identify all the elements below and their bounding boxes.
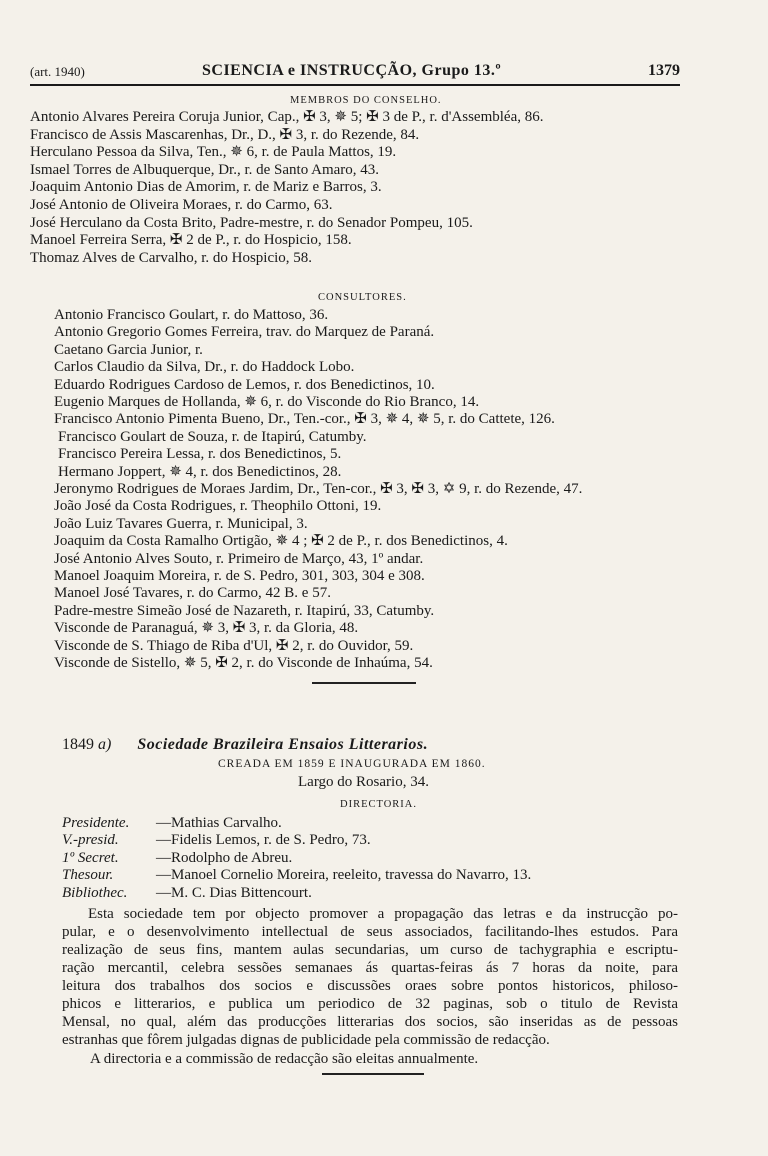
- consultor-entry: Francisco Antonio Pimenta Bueno, Dr., Ten.-cor., ✠ 3, ✵ 4, ✵ 5, r. do Cattete, 126.: [54, 411, 555, 428]
- page-number: 1379: [648, 62, 680, 79]
- member-entry: Antonio Alvares Pereira Coruja Junior, Cap., ✠ 3, ✵ 5; ✠ 3 de P., r. d'Assembléa, 86.: [30, 109, 544, 125]
- paragraph-line: realização de seus fins, mantem aulas secundarias, um curso de tachygraphia e escriptu-: [62, 942, 678, 958]
- article-reference: (art. 1940): [30, 64, 85, 79]
- directoria-role: Thesour.: [62, 867, 114, 884]
- member-entry: Herculano Pessoa da Silva, Ten., ✵ 6, r. de Paula Mattos, 19.: [30, 144, 397, 161]
- consultores-heading: CONSULTORES.: [318, 292, 407, 303]
- consultor-entry: Padre-mestre Simeão José de Nazareth, r. Itapirú, 33, Catumby.: [54, 602, 435, 619]
- member-entry: Joaquim Antonio Dias de Amorim, r. de Mariz e Barros, 3.: [30, 179, 382, 196]
- directoria-role: 1º Secret.: [62, 849, 119, 866]
- members-heading: MEMBROS DO CONSELHO.: [290, 95, 442, 106]
- consultor-entry: Jeronymo Rodrigues de Moraes Jardim, Dr., Ten-cor., ✠ 3, ✠ 3, ✡ 9, r. do Rezende, 47.: [54, 481, 583, 497]
- consultor-entry: Visconde de Paranaguá, ✵ 3, ✠ 3, r. da Gloria, 48.: [54, 620, 359, 637]
- directoria-member: —Manoel Cornelio Moreira, reeleito, travessa do Navarro, 13.: [156, 867, 532, 884]
- entry-number: 1849: [62, 736, 94, 753]
- consultor-entry: João José da Costa Rodrigues, r. Theophilo Ottoni, 19.: [54, 498, 382, 515]
- directoria-row: [62, 866, 531, 884]
- member-entry: Francisco de Assis Mascarenhas, Dr., D., ✠ 3, r. do Rezende, 84.: [30, 126, 420, 143]
- description-paragraph: [62, 905, 678, 1049]
- member-entry: Ismael Torres de Albuquerque, Dr., r. de Santo Amaro, 43.: [30, 161, 380, 178]
- directoria-role: Bibliothec.: [62, 884, 128, 901]
- directoria-member: —Fidelis Lemos, r. de S. Pedro, 73.: [156, 832, 371, 849]
- paragraph-line: Esta sociedade tem por objecto promover a propagação das letras e da instrucção po-: [88, 906, 678, 922]
- consultor-entry: Visconde de S. Thiago de Riba d'Ul, ✠ 2, r. do Ouvidor, 59.: [54, 637, 414, 654]
- consultor-entry: Caetano Garcia Junior, r.: [54, 341, 203, 358]
- entry-letter: a): [98, 736, 112, 753]
- consultor-entry: Francisco Pereira Lessa, r. dos Benedictinos, 5.: [58, 446, 342, 463]
- consultor-entry: Antonio Gregorio Gomes Ferreira, trav. do Marquez de Paraná.: [54, 324, 435, 341]
- paragraph-line: estranhas que fôrem julgadas dignas de publicidade pela commissão de redacção.: [62, 1032, 550, 1048]
- paragraph-line: phicos e litterarios, e publica um periodico de 32 paginas, sob o titulo de Revista: [62, 996, 678, 1012]
- society-subtitle: CREADA EM 1859 E INAUGURADA EM 1860.: [218, 758, 486, 770]
- end-divider: [322, 1073, 424, 1075]
- paragraph-line: leitura dos trabalhos dos socios e discussões oraes sobre pontos historicos, philoso-: [62, 978, 678, 994]
- paragraph-line: Mensal, no qual, além das producções litterarias dos socios, são inseridas as de pessoas: [62, 1014, 678, 1030]
- directoria-row: [62, 814, 282, 832]
- member-entry: Manoel Ferreira Serra, ✠ 2 de P., r. do Hospicio, 158.: [30, 232, 352, 249]
- header-rule: [30, 84, 680, 86]
- running-title: SCIENCIA e INSTRUCÇÃO, Grupo 13.º: [202, 62, 502, 79]
- consultor-entry: Eugenio Marques de Hollanda, ✵ 6, r. do Visconde do Rio Branco, 14.: [54, 394, 480, 410]
- consultor-entry: Francisco Goulart de Souza, r. de Itapirú, Catumby.: [58, 428, 367, 445]
- section-divider: [312, 682, 416, 684]
- member-entry: José Herculano da Costa Brito, Padre-mestre, r. do Senador Pompeu, 105.: [30, 214, 473, 231]
- consultor-entry: João Luiz Tavares Guerra, r. Municipal, 3.: [54, 515, 308, 532]
- directoria-row: [62, 849, 292, 867]
- entry-heading: [62, 736, 428, 754]
- member-entry: Thomaz Alves de Carvalho, r. do Hospicio, 58.: [30, 249, 313, 266]
- consultor-entry: Hermano Joppert, ✵ 4, r. dos Benedictinos, 28.: [58, 463, 342, 480]
- member-entry: José Antonio de Oliveira Moraes, r. do Carmo, 63.: [30, 197, 333, 213]
- consultor-entry: Carlos Claudio da Silva, Dr., r. do Haddock Lobo.: [54, 359, 355, 376]
- closing-paragraph: A directoria e a commissão de redacção são eleitas annualmente.: [90, 1051, 479, 1067]
- consultor-entry: Visconde de Sistello, ✵ 5, ✠ 2, r. do Visconde de Inhaúma, 54.: [54, 655, 433, 671]
- consultor-entry: Eduardo Rodrigues Cardoso de Lemos, r. dos Benedictinos, 10.: [54, 376, 435, 393]
- society-name: Sociedade Brazileira Ensaios Litterarios.: [137, 736, 429, 753]
- directoria-row: [62, 884, 312, 902]
- paragraph-line: pular, e o desenvolvimento intellectual de seus associados, facilitando-lhes estudos. Para: [62, 924, 678, 940]
- society-address: Largo do Rosario, 34.: [298, 774, 429, 790]
- paragraph-line: ração mercantil, celebra sessões semanaes ás quartas-feiras ás 7 horas da noite, para: [62, 960, 678, 976]
- directoria-row: [62, 831, 371, 849]
- consultor-entry: José Antonio Alves Souto, r. Primeiro de Março, 43, 1º andar.: [54, 550, 424, 567]
- consultor-entry: Joaquim da Costa Ramalho Ortigão, ✵ 4 ; ✠ 2 de P., r. dos Benedictinos, 4.: [54, 533, 508, 550]
- consultor-entry: Manoel José Tavares, r. do Carmo, 42 B. e 57.: [54, 585, 331, 602]
- directoria-member: —Rodolpho de Abreu.: [156, 849, 293, 866]
- directoria-heading: DIRECTORIA.: [340, 799, 418, 810]
- consultor-entry: Antonio Francisco Goulart, r. do Mattoso, 36.: [54, 307, 329, 323]
- directoria-role: V.-presid.: [62, 832, 119, 849]
- directoria-member: —Mathias Carvalho.: [156, 815, 282, 831]
- page-header: [30, 62, 680, 84]
- directoria-role: Presidente.: [62, 815, 130, 831]
- directoria-member: —M. C. Dias Bittencourt.: [156, 884, 312, 901]
- consultor-entry: Manoel Joaquim Moreira, r. de S. Pedro, 301, 303, 304 e 308.: [54, 568, 425, 584]
